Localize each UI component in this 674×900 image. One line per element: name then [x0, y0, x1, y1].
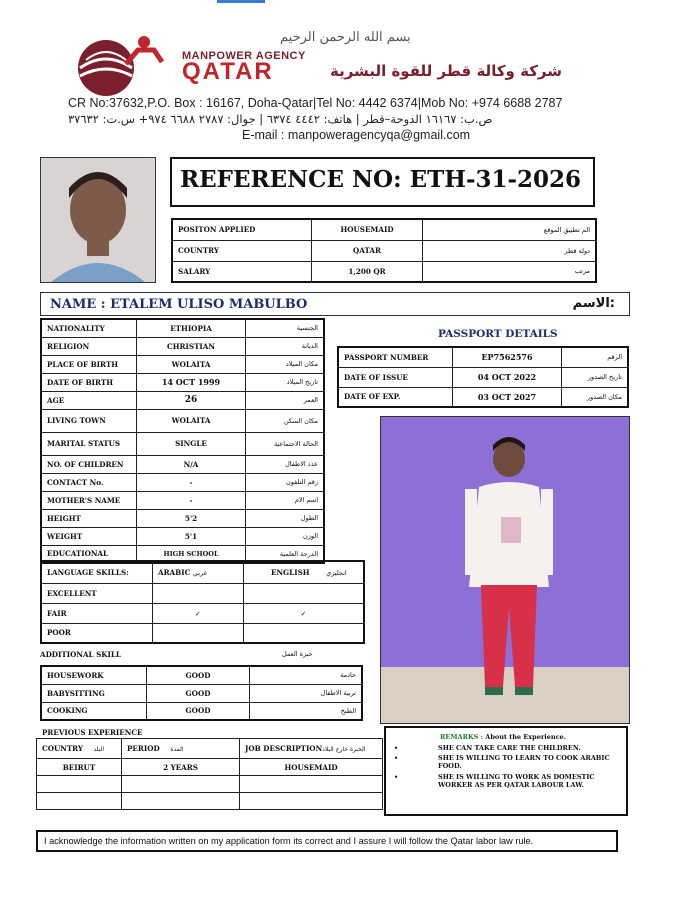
row-label: EXCELLENT: [41, 583, 153, 603]
arabic-level: [153, 583, 244, 603]
remarks-box: REMARKS : About the Experience. • SHE CAN TAKE CARE THE CHILDREN. • SHE IS WILLING TO LEARN TO COOK ARABIC FOOD. • SHE IS WILLING TO WORK AS DOMESTIC WORKER AS PER QATAR LABOUR LAW.: [384, 726, 628, 816]
row-value: 26: [137, 391, 246, 409]
col-job-ar: الخبرة خارج البلاد: [322, 746, 366, 753]
bismillah: بسم الله الرحمن الرحيم: [280, 30, 411, 45]
agency-logo: [66, 28, 166, 98]
english-level: ✓: [244, 603, 365, 623]
row-label: EDUCATIONAL: [41, 545, 137, 563]
remark-text: SHE CAN TAKE CARE THE CHILDREN.: [438, 744, 581, 752]
table-row: [338, 387, 628, 407]
row-arabic: الم تطبيق الموقع: [423, 219, 597, 240]
row-arabic: مرتب: [423, 261, 597, 282]
row-arabic: الحالة الاجتماعية: [246, 432, 325, 455]
contact-line: CR No:37632,P.O. Box : 16167, Doha-Qatar|Tel No: 4442 6374|Mob No: +974 6688 2787: [68, 96, 563, 110]
row-value: GOOD: [147, 684, 250, 702]
row-value: EP7562576: [453, 347, 562, 367]
row-label: RELIGION: [41, 337, 137, 355]
candidate-portrait-photo: [40, 157, 156, 283]
row-label: WEIGHT: [41, 527, 137, 545]
exp-job: [240, 793, 383, 810]
row-arabic: مكان الصدور: [562, 387, 629, 407]
row-arabic: الطول: [246, 509, 325, 527]
experience-table: [36, 738, 383, 810]
exp-period: 2 YEARS: [122, 759, 240, 776]
reference-number: REFERENCE NO: ETH-31-2026: [180, 166, 582, 193]
row-label: PLACE OF BIRTH: [41, 355, 137, 373]
row-label: MARITAL STATUS: [41, 432, 137, 455]
row-arabic: مكان السكن: [246, 409, 325, 432]
table-row: [41, 473, 324, 491]
english-level: [244, 623, 365, 643]
table-row: [41, 623, 364, 643]
header: [0, 20, 674, 145]
row-label: COUNTRY: [172, 240, 312, 261]
exp-period: [122, 793, 240, 810]
row-label: AGE: [41, 391, 137, 409]
reference-number-box: [170, 157, 595, 207]
row-value: 03 OCT 2027: [453, 387, 562, 407]
row-arabic: تاريخ الصدور: [562, 367, 629, 387]
candidate-name: NAME : ETALEM ULISO MABULBO: [50, 297, 308, 312]
table-row: [338, 367, 628, 387]
experience-title: PREVIOUS EXPERIENCE: [42, 728, 143, 737]
arabic-col-ar: عربي: [192, 568, 208, 577]
table-row: [41, 373, 324, 391]
remark-text: SHE IS WILLING TO LEARN TO COOK ARABIC FOOD.: [438, 754, 610, 770]
table-row: [41, 603, 364, 623]
table-row: [41, 666, 362, 684]
row-arabic: خادمة: [250, 666, 363, 684]
row-value: QATAR: [312, 240, 423, 261]
row-value: WOLAITA: [137, 409, 246, 432]
language-header: LANGUAGE SKILLS:: [41, 561, 153, 583]
row-value: GOOD: [147, 666, 250, 684]
table-row: [41, 391, 324, 409]
col-country-ar: البلد: [93, 746, 105, 753]
table-row: [41, 583, 364, 603]
row-arabic: مكان الميلاد: [246, 355, 325, 373]
exp-job: [240, 776, 383, 793]
english-level: [244, 583, 365, 603]
additional-skills-table: [40, 665, 363, 721]
row-value: HOUSEMAID: [312, 219, 423, 240]
row-arabic: الطبخ: [250, 702, 363, 720]
row-label: POOR: [41, 623, 153, 643]
arabic-level: ✓: [153, 603, 244, 623]
row-arabic: العمر: [246, 391, 325, 409]
exp-country: [37, 793, 122, 810]
table-row: [41, 337, 324, 355]
arabic-level: [153, 623, 244, 643]
row-value: WOLAITA: [137, 355, 246, 373]
table-row: [37, 739, 383, 759]
row-arabic: تربية الاطفال: [250, 684, 363, 702]
row-label: COOKING: [41, 702, 147, 720]
row-label: POSITON APPLIED: [172, 219, 312, 240]
contact-line-arabic: ص.ب: ١٦١٦٧ الدوحة–قطر | هاتف: ٤٤٤٢ ٦٣٧٤ | جوال: ٢٧٨٧ ٦٦٨٨ ٩٧٤+ س.ت: ٣٧٦٣٢: [68, 112, 493, 126]
row-label: DATE OF EXP.: [338, 387, 453, 407]
row-label: SALARY: [172, 261, 312, 282]
row-arabic: الجنسية: [246, 319, 325, 337]
table-row: [41, 432, 324, 455]
name-arabic-label: الاسم:: [572, 296, 615, 311]
row-value: N/A: [137, 455, 246, 473]
remarks-label: REMARKS :: [440, 733, 484, 741]
arabic-col: ARABIC: [158, 567, 191, 577]
name-bar: [40, 292, 630, 316]
row-arabic: الوزن: [246, 527, 325, 545]
passport-table: [337, 346, 629, 408]
row-label: FAIR: [41, 603, 153, 623]
position-row: [172, 240, 596, 261]
row-label: BABYSITTING: [41, 684, 147, 702]
candidate-full-body-photo: [380, 416, 630, 724]
row-label: HEIGHT: [41, 509, 137, 527]
row-value: CHRISTIAN: [137, 337, 246, 355]
row-arabic: تاريخ الميلاد: [246, 373, 325, 391]
row-value: 14 OCT 1999: [137, 373, 246, 391]
row-value: 1,200 QR: [312, 261, 423, 282]
row-label: LIVING TOWN: [41, 409, 137, 432]
table-row: [37, 776, 383, 793]
top-accent-bar: [217, 0, 265, 3]
table-row: [41, 561, 364, 583]
table-row: [41, 355, 324, 373]
row-arabic: رقم التلفون: [246, 473, 325, 491]
exp-period: [122, 776, 240, 793]
additional-skill-label: ADDITIONAL SKILL: [40, 650, 121, 659]
brand-main: QATAR: [182, 58, 274, 85]
row-value: HIGH SCHOOL: [137, 545, 246, 563]
row-label: PASSPORT NUMBER: [338, 347, 453, 367]
personal-details-table: [40, 318, 325, 564]
row-value: ETHIOPIA: [137, 319, 246, 337]
remarks-label-rest: About the Experience.: [485, 733, 566, 741]
table-row: [37, 759, 383, 776]
exp-country: [37, 776, 122, 793]
language-skills-table: [40, 560, 365, 644]
table-row: [41, 509, 324, 527]
row-value: 5'2: [137, 509, 246, 527]
table-row: [41, 702, 362, 720]
position-row: [172, 219, 596, 240]
position-row: [172, 261, 596, 282]
row-label: CONTACT No.: [41, 473, 137, 491]
acknowledgement-text: I acknowledge the information written on my application form its correct and I assure I will follow the Qatar labor law rule.: [44, 836, 534, 846]
row-label: NATIONALITY: [41, 319, 137, 337]
acknowledgement-box: [36, 830, 618, 852]
row-value: -: [137, 491, 246, 509]
col-job: JOB DESCRIPTION: [245, 744, 323, 753]
table-row: [41, 684, 362, 702]
table-row: [37, 793, 383, 810]
row-arabic: عدد الاطفال: [246, 455, 325, 473]
row-value: GOOD: [147, 702, 250, 720]
row-label: MOTHER'S NAME: [41, 491, 137, 509]
row-label: HOUSEWORK: [41, 666, 147, 684]
brand-top: MANPOWER AGENCY: [182, 50, 306, 62]
brand-arabic: شركة وكالة قطر للقوة البشرية: [330, 62, 562, 80]
table-row: [41, 491, 324, 509]
col-period-ar: المدة: [170, 746, 184, 753]
additional-skill-arabic: خبرة العمل: [282, 650, 313, 658]
exp-country: BEIRUT: [37, 759, 122, 776]
remark-text: SHE IS WILLING TO WORK AS DOMESTIC WORKER AS PER QATAR LABOUR LAW.: [438, 773, 595, 789]
table-row: [41, 409, 324, 432]
col-period: PERIOD: [127, 744, 160, 753]
table-row: [338, 347, 628, 367]
table-row: [41, 319, 324, 337]
position-table: [171, 218, 597, 283]
row-value: 5'1: [137, 527, 246, 545]
passport-title: PASSPORT DETAILS: [438, 328, 558, 340]
row-arabic: الرقم: [562, 347, 629, 367]
row-value: 04 OCT 2022: [453, 367, 562, 387]
row-value: SINGLE: [137, 432, 246, 455]
exp-job: HOUSEMAID: [240, 759, 383, 776]
table-row: [41, 527, 324, 545]
row-label: DATE OF ISSUE: [338, 367, 453, 387]
row-arabic: الديانة: [246, 337, 325, 355]
row-value: -: [137, 473, 246, 491]
row-arabic: دولة قطر: [423, 240, 597, 261]
row-label: DATE OF BIRTH: [41, 373, 137, 391]
email-line: E-mail : manpoweragencyqa@gmail.com: [242, 128, 471, 142]
row-arabic: اسم الام: [246, 491, 325, 509]
table-row: [41, 455, 324, 473]
english-col-ar: انجليزي: [326, 568, 347, 577]
row-arabic: الدرجة العلمية: [246, 545, 325, 563]
col-country: COUNTRY: [42, 744, 84, 753]
row-label: NO. OF CHILDREN: [41, 455, 137, 473]
english-col: ENGLISH: [271, 567, 310, 577]
